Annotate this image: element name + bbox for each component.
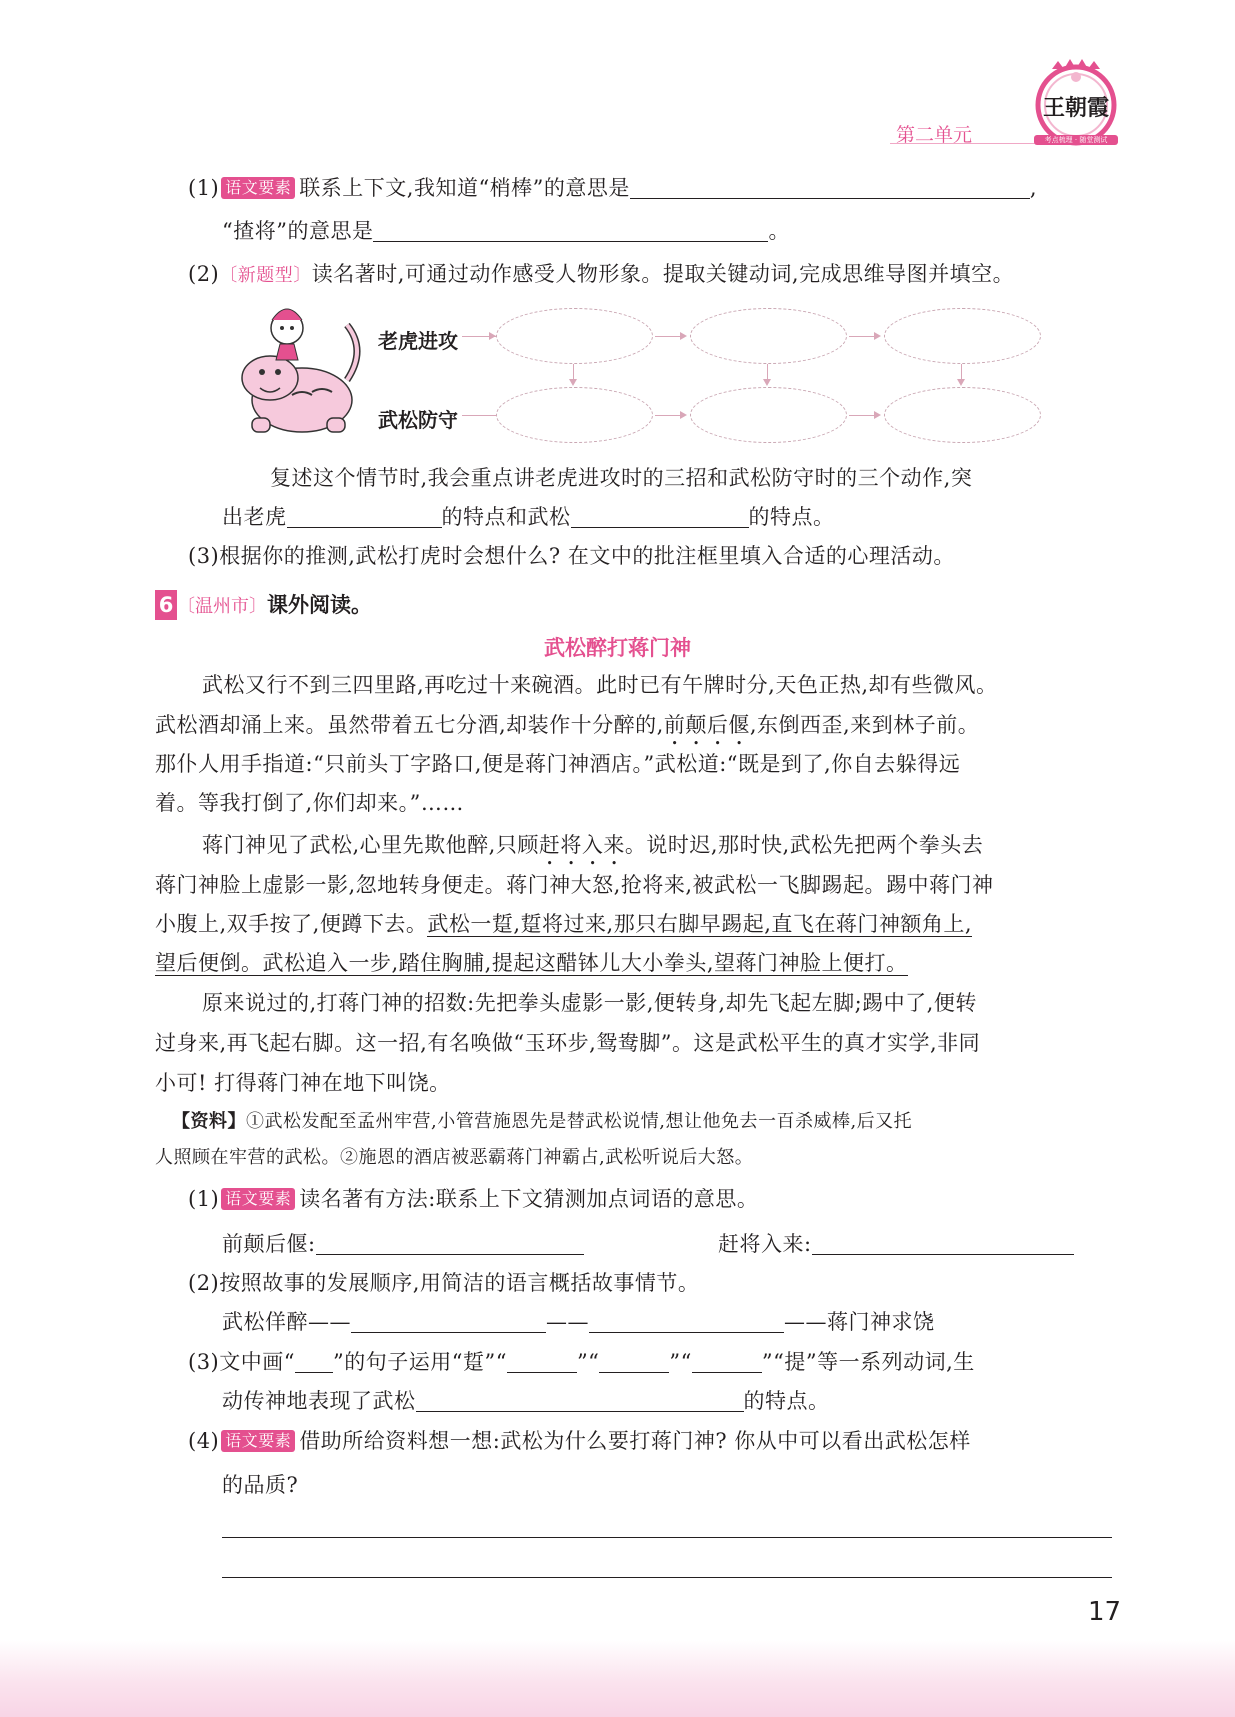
p6q3-f: 动传神地表现了武松 <box>222 1389 416 1413</box>
unit-title: 第二单元 <box>896 124 973 146</box>
p6q3-blank-1[interactable] <box>507 1350 577 1373</box>
passage-text: 武松酒却涌上来。虽然带着五七分酒,却装作十分醉的, <box>155 713 664 737</box>
q2-fill-b2: 的特点和武松 <box>441 505 571 529</box>
arrow-down-icon <box>767 364 768 384</box>
q2-tag: 〔新题型〕 <box>219 265 312 286</box>
q2-fill-b3: 的特点。 <box>748 505 835 529</box>
p6q3-underline-sample <box>295 1350 333 1373</box>
p6q4-text: 借助所给资料想一想:武松为什么要打蒋门神? 你从中可以看出武松怎样 <box>299 1429 971 1453</box>
p6q4-tag: 语文要素 <box>221 1430 295 1452</box>
logo-text: 王朝霞 <box>1042 95 1109 120</box>
tiger-attack-box-3[interactable] <box>884 308 1041 364</box>
passage-p2-l3 <box>155 909 972 939</box>
q1-line2 <box>222 216 790 246</box>
q2-text: 读名著时,可通过动作感受人物形象。提取关键动词,完成思维导图并填空。 <box>311 262 1015 286</box>
q2-fill-line2 <box>222 502 835 532</box>
passage-p1-l4: 着。等我打倒了,你们却来。”…… <box>155 791 464 815</box>
p6q1-text: 读名著有方法:联系上下文猜测加点词语的意思。 <box>299 1187 759 1211</box>
p6q3-e: ”“提”等一系列动词,生 <box>761 1350 975 1374</box>
p6q1-number: (1) <box>188 1187 220 1211</box>
passage-text: 。说时迟,那时快,武松先把两个拳头去 <box>624 833 984 857</box>
q2-number: (2) <box>188 262 220 286</box>
dotted-word-1: 前颠后偃 <box>663 713 750 737</box>
p6q3-blank-3[interactable] <box>692 1350 762 1373</box>
q2-blank-wusong[interactable] <box>571 505 749 528</box>
q3-line: (3)根据你的推测,武松打虎时会想什么? 在文中的批注框里填入合适的心理活动。 <box>188 544 955 568</box>
p6q3-b: ”的句子运用“踅”“ <box>332 1350 507 1374</box>
q1-blank-2[interactable] <box>373 219 768 242</box>
p6q1-item1: 前颠后偃: <box>222 1232 316 1256</box>
q1-comma: , <box>1029 176 1038 200</box>
q1-number: (1) <box>188 176 220 200</box>
passage-p2-l2: 蒋门神脸上虚影一影,忽地转身便走。蒋门神大怒,抢将来,被武松一飞脚踢起。踢中蒋门神 <box>155 873 994 897</box>
arrow-right-icon <box>655 415 685 416</box>
p6q2-dash: —— <box>546 1310 589 1334</box>
p6q2-blank-2[interactable] <box>589 1310 784 1333</box>
q2-blank-tiger[interactable] <box>287 505 442 528</box>
p6q2-end: ——蒋门神求饶 <box>784 1310 935 1334</box>
p6q4-line2: 的品质? <box>222 1473 299 1497</box>
p6q1-item2: 赶将入来: <box>718 1232 812 1256</box>
p6q1-tag: 语文要素 <box>221 1188 295 1210</box>
p6q4-number: (4) <box>188 1429 220 1453</box>
underlined-sentence: 武松一踅,踅将过来,那只右脚早踢起,直飞在蒋门神额角上, <box>427 912 973 936</box>
p6q4-line1 <box>188 1426 971 1456</box>
q1-tag: 语文要素 <box>221 177 295 199</box>
mindmap-row1-label: 老虎进攻 <box>378 329 458 353</box>
passage-text: 小腹上,双手按了,便蹲下去。 <box>155 912 428 936</box>
tiger-attack-box-2[interactable] <box>690 308 847 364</box>
wusong-defense-box-1[interactable] <box>496 387 653 443</box>
p6q2-plot <box>222 1307 935 1337</box>
dotted-word-2: 赶将入来 <box>538 833 625 857</box>
section6-source: 〔温州市〕 <box>177 596 267 617</box>
p6q2-start: 武松佯醉—— <box>222 1310 351 1334</box>
passage-p3-l3: 小可! 打得蒋门神在地下叫饶。 <box>155 1071 451 1095</box>
p6q2-line: (2)按照故事的发展顺序,用简洁的语言概括故事情节。 <box>188 1271 700 1295</box>
q2-line <box>188 259 1014 291</box>
q2-fill-line1: 复述这个情节时,我会重点讲老虎进攻时的三招和武松防守时的三个动作,突 <box>270 466 973 490</box>
reference-label: 【资料】 <box>172 1111 246 1132</box>
footer-band <box>0 1640 1235 1717</box>
passage-p1-l2 <box>155 710 979 750</box>
p6q1-answers-2 <box>718 1229 1074 1259</box>
p6q3-d: ”“ <box>669 1350 692 1374</box>
passage-p2-l1 <box>202 830 983 870</box>
connector-line <box>462 415 496 416</box>
reference-l2: 人照顾在牢营的武松。②施恩的酒店被恶霸蒋门神霸占,武松听说后大怒。 <box>155 1147 754 1168</box>
wusong-defense-box-2[interactable] <box>690 387 847 443</box>
arrow-right-icon <box>655 336 685 337</box>
p6q3-line2 <box>222 1386 830 1416</box>
p6q3-line1 <box>188 1347 975 1377</box>
reference-text: ①武松发配至孟州牢营,小管营施恩先是替武松说情,想让他免去一百杀威棒,后又托 <box>246 1111 913 1132</box>
section6-heading <box>155 590 372 622</box>
passage-p1-l1: 武松又行不到三四里路,再吃过十来碗酒。此时已有午牌时分,天色正热,却有些微风。 <box>202 673 998 697</box>
answer-line-1[interactable] <box>222 1537 1112 1538</box>
passage-p3-l2: 过身来,再飞起右脚。这一招,有名唤做“玉环步,鸳鸯脚”。这是武松平生的真才实学,非同 <box>155 1031 981 1055</box>
q1-end: 。 <box>768 219 790 243</box>
arrow-down-icon <box>961 364 962 384</box>
brand-logo <box>1030 55 1122 147</box>
p6q1-blank-1[interactable] <box>316 1232 584 1255</box>
mindmap-row2-label: 武松防守 <box>378 408 458 432</box>
p6q3-blank-2[interactable] <box>599 1350 669 1373</box>
p6q3-a: (3)文中画“ <box>188 1350 295 1374</box>
tiger-illustration <box>232 300 362 442</box>
underlined-sentence: 望后便倒。武松追入一步,踏住胸脯,提起这醋钵儿大小拳头,望蒋门神脸上便打。 <box>155 951 908 975</box>
section6-title: 课外阅读。 <box>267 593 372 617</box>
answer-line-2[interactable] <box>222 1577 1112 1578</box>
p6q1-answers <box>222 1229 584 1259</box>
passage-p1-l3: 那仆人用手指道:“只前头丁字路口,便是蒋门神酒店。”武松道:“既是到了,你自去躲得远 <box>155 752 961 776</box>
p6q2-blank-1[interactable] <box>351 1310 546 1333</box>
q1-text: 联系上下文,我知道“梢棒”的意思是 <box>299 176 630 200</box>
logo-subtext: 考点梳理 · 随堂测试 <box>1034 135 1118 145</box>
p6q3-g: 的特点。 <box>743 1389 830 1413</box>
q1-line1 <box>188 173 1037 203</box>
arrow-right-icon <box>849 415 879 416</box>
p6q3-blank-4[interactable] <box>416 1389 744 1412</box>
arrow-right-icon <box>849 336 879 337</box>
passage-text: ,东倒西歪,来到林子前。 <box>749 713 980 737</box>
p6q3-c: ”“ <box>576 1350 600 1374</box>
page-number: 17 <box>1088 1597 1122 1627</box>
wusong-defense-box-3[interactable] <box>884 387 1041 443</box>
tiger-attack-box-1[interactable] <box>496 308 653 364</box>
passage-p2-l4 <box>155 948 908 978</box>
section6-number: 6 <box>155 590 177 620</box>
passage-text: 蒋门神见了武松,心里先欺他醉,只顾 <box>202 833 539 857</box>
arrow-down-icon <box>573 364 574 384</box>
q1-text-b: “揸将”的意思是 <box>222 219 374 243</box>
q2-fill-b1: 出老虎 <box>222 505 287 529</box>
p6q1-line <box>188 1184 758 1214</box>
passage-p3-l1: 原来说过的,打蒋门神的招数:先把拳头虚影一影,便转身,却先飞起左脚;踢中了,便转 <box>202 991 977 1015</box>
p6q1-blank-2[interactable] <box>812 1232 1074 1255</box>
passage-title: 武松醉打蒋门神 <box>544 636 691 660</box>
connector-line <box>462 336 496 337</box>
q1-blank-1[interactable] <box>630 176 1030 199</box>
reference-l1 <box>172 1107 912 1137</box>
